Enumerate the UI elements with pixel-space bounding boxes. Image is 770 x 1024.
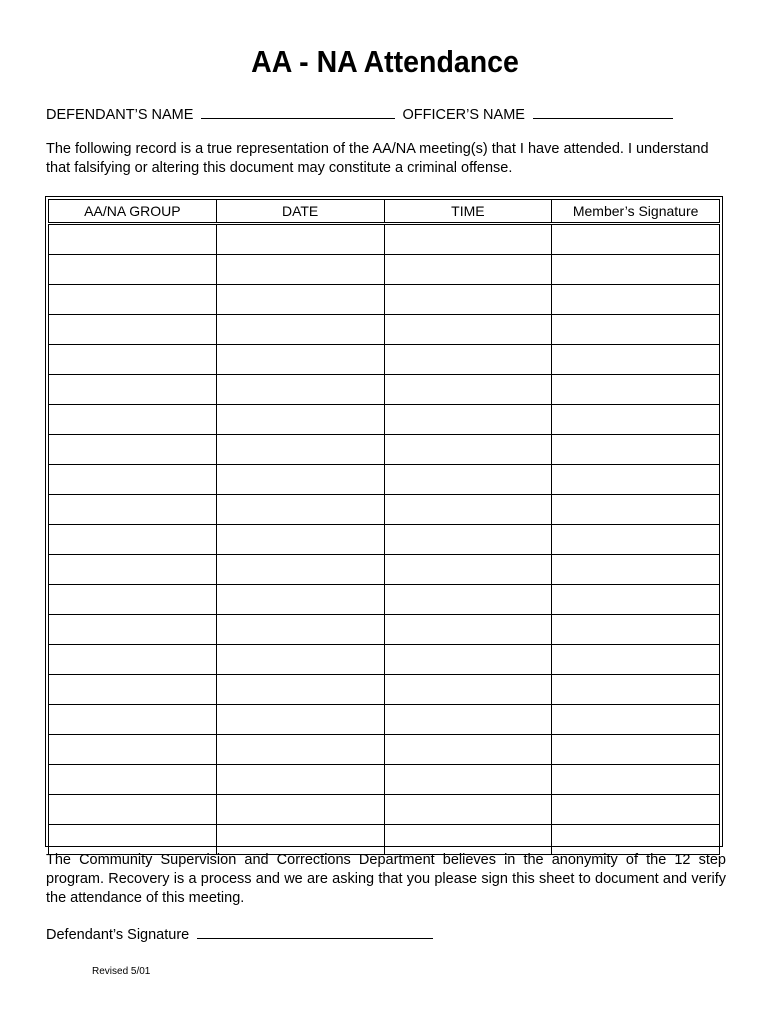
table-cell[interactable]: [384, 645, 552, 675]
table-cell[interactable]: [384, 705, 552, 735]
table-row: [49, 375, 720, 405]
table-cell[interactable]: [552, 405, 720, 435]
table-cell[interactable]: [384, 345, 552, 375]
table-cell[interactable]: [384, 495, 552, 525]
table-cell[interactable]: [216, 375, 384, 405]
table-cell[interactable]: [216, 345, 384, 375]
table-cell[interactable]: [384, 615, 552, 645]
footer-text: The Community Supervision and Corrections Department believes in the anonymity of the 12 step program. Recovery is a process and we are asking that you please sign this sheet to document and verify the attendance of this meeting.: [46, 852, 726, 906]
table-cell[interactable]: [49, 795, 217, 825]
table-cell[interactable]: [49, 375, 217, 405]
table-row: [49, 675, 720, 705]
table-cell[interactable]: [49, 224, 217, 255]
table-cell[interactable]: [552, 705, 720, 735]
table-cell[interactable]: [49, 825, 217, 855]
table-cell[interactable]: [384, 795, 552, 825]
table-cell[interactable]: [216, 315, 384, 345]
table-cell[interactable]: [552, 224, 720, 255]
table-cell[interactable]: [216, 525, 384, 555]
table-cell[interactable]: [552, 435, 720, 465]
table-row: [49, 435, 720, 465]
attendance-table-frame: [45, 196, 723, 847]
defendant-name-field[interactable]: [201, 104, 395, 119]
table-cell[interactable]: [552, 555, 720, 585]
intro-text: The following record is a true representation of the AA/NA meeting(s) that I have attended. I understand that falsifying or altering this document may constitute a criminal offense.: [46, 141, 709, 176]
table-row: [49, 405, 720, 435]
table-row: [49, 255, 720, 285]
table-body: [49, 224, 720, 855]
table-cell[interactable]: [49, 465, 217, 495]
table-row: [49, 495, 720, 525]
table-cell[interactable]: [552, 585, 720, 615]
table-cell[interactable]: [552, 285, 720, 315]
table-cell[interactable]: [384, 405, 552, 435]
table-cell[interactable]: [384, 255, 552, 285]
table-cell[interactable]: [552, 315, 720, 345]
table-cell[interactable]: [216, 465, 384, 495]
table-cell[interactable]: [49, 705, 217, 735]
table-row: [49, 645, 720, 675]
table-cell[interactable]: [552, 795, 720, 825]
table-cell[interactable]: [384, 465, 552, 495]
table-cell[interactable]: [552, 465, 720, 495]
table-cell[interactable]: [49, 405, 217, 435]
table-cell[interactable]: [49, 765, 217, 795]
table-cell[interactable]: [552, 255, 720, 285]
table-cell[interactable]: [216, 285, 384, 315]
revision-note: Revised 5/01: [92, 966, 151, 977]
name-fields: [46, 104, 673, 123]
table-cell[interactable]: [552, 525, 720, 555]
table-row: [49, 795, 720, 825]
signature-label: Defendant’s Signature: [46, 927, 190, 943]
table-cell[interactable]: [552, 765, 720, 795]
table-cell[interactable]: [49, 525, 217, 555]
table-cell[interactable]: [384, 585, 552, 615]
table-cell[interactable]: [216, 495, 384, 525]
table-row: [49, 735, 720, 765]
header-group: AA/NA GROUP: [49, 200, 217, 224]
header-date: DATE: [216, 200, 384, 224]
table-cell[interactable]: [384, 735, 552, 765]
table-row: [49, 555, 720, 585]
table-cell[interactable]: [216, 765, 384, 795]
officer-name-field[interactable]: [533, 104, 673, 119]
table-cell[interactable]: [384, 555, 552, 585]
table-cell[interactable]: [49, 435, 217, 465]
table-cell[interactable]: [49, 315, 217, 345]
table-row: [49, 525, 720, 555]
table-cell[interactable]: [384, 315, 552, 345]
table-row: [49, 224, 720, 255]
attendance-table: [48, 199, 720, 855]
table-row: [49, 465, 720, 495]
signature-line: [46, 924, 433, 943]
table-cell[interactable]: [49, 555, 217, 585]
table-row: [49, 345, 720, 375]
table-cell[interactable]: [216, 705, 384, 735]
table-cell[interactable]: [216, 825, 384, 855]
table-cell[interactable]: [384, 285, 552, 315]
table-cell[interactable]: [216, 585, 384, 615]
table-row: [49, 705, 720, 735]
table-cell[interactable]: [552, 645, 720, 675]
table-row: [49, 285, 720, 315]
table-cell[interactable]: [49, 735, 217, 765]
table-cell[interactable]: [49, 345, 217, 375]
table-cell[interactable]: [216, 735, 384, 765]
table-cell[interactable]: [384, 375, 552, 405]
table-row: [49, 615, 720, 645]
table-cell[interactable]: [552, 615, 720, 645]
table-cell[interactable]: [384, 525, 552, 555]
table-header-row: [49, 200, 720, 224]
table-cell[interactable]: [49, 615, 217, 645]
table-cell[interactable]: [552, 675, 720, 705]
table-cell[interactable]: [49, 675, 217, 705]
table-cell[interactable]: [49, 585, 217, 615]
table-row: [49, 585, 720, 615]
table-cell[interactable]: [49, 285, 217, 315]
page-title: AA - NA Attendance: [251, 44, 519, 79]
table-cell[interactable]: [216, 435, 384, 465]
table-row: [49, 765, 720, 795]
table-cell[interactable]: [384, 765, 552, 795]
table-cell[interactable]: [384, 435, 552, 465]
table-cell[interactable]: [216, 645, 384, 675]
table-cell[interactable]: [552, 345, 720, 375]
table-cell[interactable]: [216, 675, 384, 705]
table-cell[interactable]: [216, 615, 384, 645]
table-cell[interactable]: [216, 795, 384, 825]
table-cell[interactable]: [216, 224, 384, 255]
table-cell[interactable]: [384, 224, 552, 255]
table-cell[interactable]: [216, 255, 384, 285]
table-cell[interactable]: [552, 825, 720, 855]
table-cell[interactable]: [552, 495, 720, 525]
table-cell[interactable]: [216, 555, 384, 585]
table-cell[interactable]: [216, 405, 384, 435]
table-cell[interactable]: [49, 255, 217, 285]
header-signature: Member’s Signature: [552, 200, 720, 224]
defendant-signature-field[interactable]: [197, 924, 433, 939]
table-cell[interactable]: [49, 495, 217, 525]
table-cell[interactable]: [552, 735, 720, 765]
table-row: [49, 825, 720, 855]
table-cell[interactable]: [384, 675, 552, 705]
table-cell[interactable]: [49, 645, 217, 675]
header-time: TIME: [384, 200, 552, 224]
table-row: [49, 315, 720, 345]
table-cell[interactable]: [384, 825, 552, 855]
defendant-name-label: DEFENDANT’S NAME: [46, 107, 194, 123]
table-cell[interactable]: [552, 375, 720, 405]
officer-name-label: OFFICER’S NAME: [402, 107, 525, 123]
